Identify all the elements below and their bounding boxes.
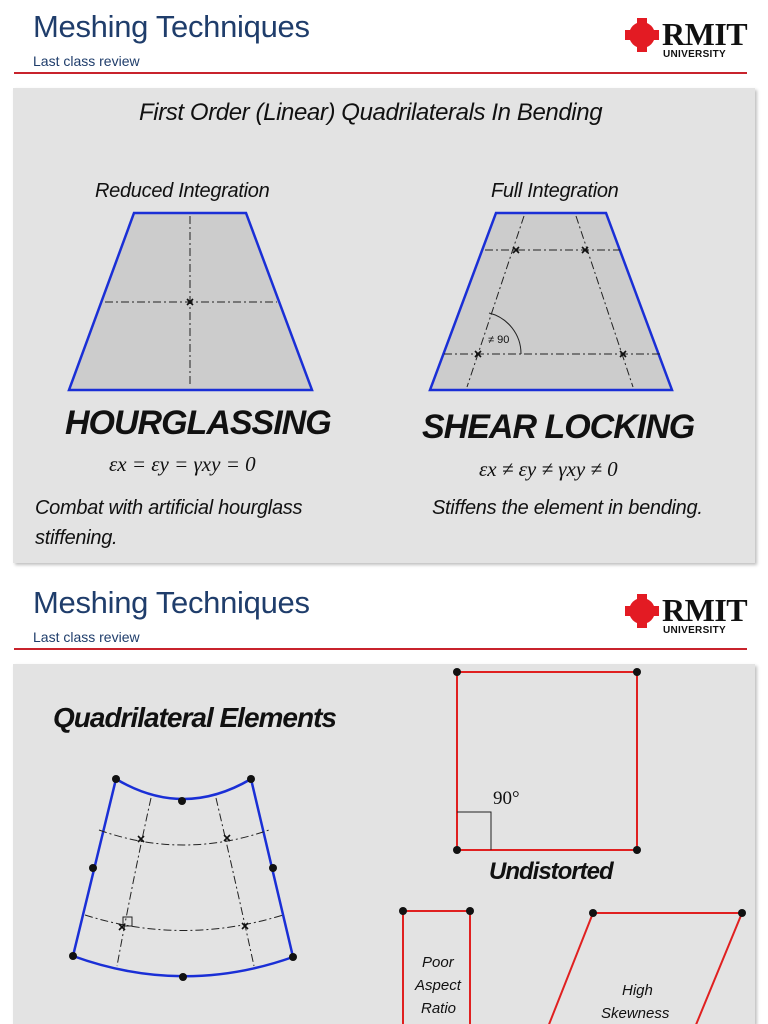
iso-line-curve-right xyxy=(216,798,254,966)
slide-subtitle: Last class review xyxy=(33,629,140,645)
hourglass-equation: εx = εy = γxy = 0 xyxy=(109,452,256,476)
rmit-logo-mark-icon xyxy=(624,17,660,53)
content-panel xyxy=(13,664,755,1024)
slide-title: Meshing Techniques xyxy=(33,9,310,44)
rmit-logo-mark-icon xyxy=(624,593,660,629)
high-skew-line1: High xyxy=(622,982,653,999)
undistorted-label: Undistorted xyxy=(489,858,613,885)
full-integration-label: Full Integration xyxy=(491,180,619,202)
shear-locking-note: Stiffens the element in bending. xyxy=(432,497,703,519)
quadrilateral-heading: Quadrilateral Elements xyxy=(53,702,337,733)
logo-name: RMIT xyxy=(662,16,748,52)
undistorted-nodes xyxy=(453,668,641,854)
element-diagrams xyxy=(13,206,755,406)
curved-quad-integration-points xyxy=(119,835,248,930)
curved-quad-element xyxy=(73,779,293,976)
hourglass-note-line2: stiffening. xyxy=(35,527,118,549)
shear-locking-equation: εx ≠ εy ≠ γxy ≠ 0 xyxy=(479,457,618,481)
angle-label: ≠ 90 xyxy=(488,334,510,346)
title-rule xyxy=(14,648,747,650)
rmit-logo xyxy=(624,590,759,640)
slide-2 xyxy=(0,576,768,1024)
content-panel xyxy=(13,88,755,563)
high-skew-line2: Skewness xyxy=(601,1005,670,1022)
undistorted-element xyxy=(457,672,637,850)
reduced-integration-label: Reduced Integration xyxy=(95,180,270,202)
iso-line-curve-bottom xyxy=(85,915,283,931)
logo-sub: UNIVERSITY xyxy=(663,625,727,636)
logo-sub: UNIVERSITY xyxy=(663,49,727,60)
slide-subtitle: Last class review xyxy=(33,53,140,69)
shear-locking-title: SHEAR LOCKING xyxy=(422,408,695,446)
hourglassing-title: HOURGLASSING xyxy=(65,404,331,442)
curved-quad-nodes xyxy=(69,775,297,981)
logo-name: RMIT xyxy=(662,592,748,628)
rmit-logo xyxy=(624,14,759,64)
full-integration-element xyxy=(430,213,672,390)
hourglass-note-line1: Combat with artificial hourglass xyxy=(35,497,303,519)
slide-title: Meshing Techniques xyxy=(33,585,310,620)
iso-line-curve-top xyxy=(99,830,269,845)
quad-diagrams xyxy=(13,664,755,1024)
poor-aspect-line1: Poor xyxy=(422,954,454,971)
square-angle-label: 90° xyxy=(493,788,520,809)
poor-aspect-line2: Aspect xyxy=(415,977,461,994)
iso-line-curve-left xyxy=(117,798,151,966)
poor-aspect-line3: Ratio xyxy=(421,1000,457,1017)
title-rule xyxy=(14,72,747,74)
panel-heading: First Order (Linear) Quadrilaterals In Bending xyxy=(139,99,603,126)
square-right-angle-marker xyxy=(457,812,491,850)
